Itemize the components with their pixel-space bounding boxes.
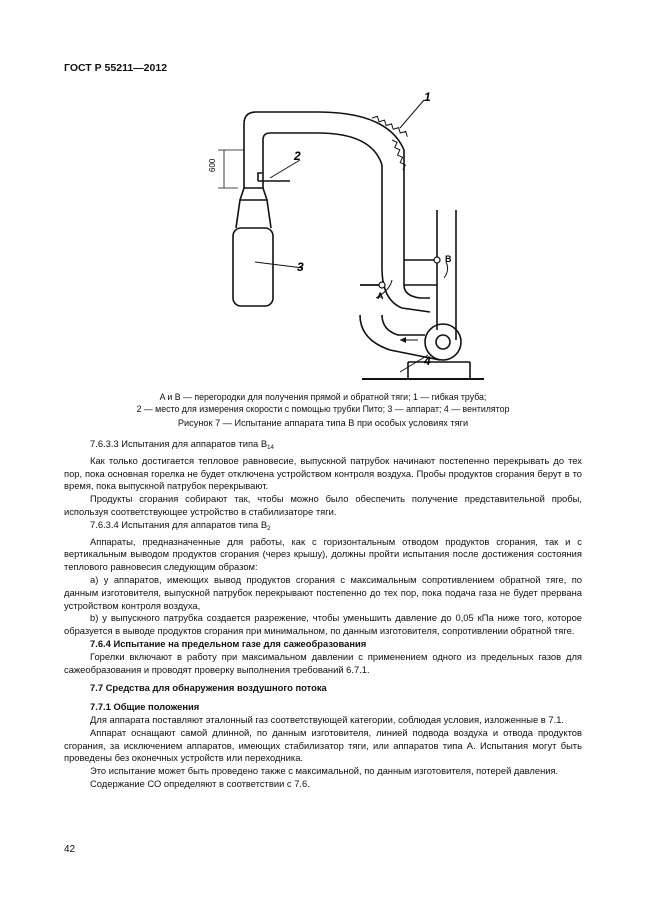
document-header: ГОСТ Р 55211—2012 [64, 62, 168, 74]
paragraph: Продукты сгорания собирают так, чтобы можно было обеспечить получение представительной пробы, используя соответствующее устройство в стабилизаторе тяги. [64, 493, 582, 517]
section-7-6-3-3-heading: 7.6.3.3 Испытания для аппаратов типа $В_{14}$ [90, 438, 274, 451]
partition-b-marker [434, 257, 440, 263]
label-3: 3 [297, 260, 304, 274]
document-body [64, 438, 582, 791]
apparatus-bottle [233, 228, 273, 306]
paragraph: Содержание СО определяют в соответствии с 7.6. [90, 777, 310, 789]
label-B: B [445, 254, 452, 264]
list-item-b: b) у выпускного патрубка создается разрежение, чтобы уменьшить давление до 0,05 кПа ниже того, которое образуется в выводе продуктов сгорания при минимальном, по данным изготовителя, сопротивлении обратной тяге. [64, 612, 582, 637]
label-4: 4 [424, 354, 431, 368]
section-7-6-3-4-heading: 7.6.3.4 Испытания для аппаратов типа $В_2$ [90, 518, 271, 532]
dimension-600-label: 600 [208, 158, 217, 172]
apparatus-neck [236, 200, 271, 228]
paragraph: Горелки включают в работу при максимальном давлении с применением одного из предельных газов для сажеобразования и проводят проверку выполнения требований 6.7.1. [64, 650, 582, 675]
label-1: 1 [424, 90, 431, 104]
section-7-7-1-heading: 7.7.1 Общие положения [90, 701, 200, 713]
partition-a-marker [379, 282, 385, 288]
paragraph: Для аппарата поставляют эталонный газ соответствующей категории, соблюдая условия, изложенные в 7.1. [90, 713, 565, 725]
list-item-a: а) у аппаратов, имеющих вывод продуктов сгорания с максимальным сопротивлением обратной тяге, по данным изготовителя, выпускной патрубок перекрывают постепенно до тех пор, пока подача газа не будет прервана устройством контроля воздуха, [64, 573, 582, 611]
paragraph: Как только достигается тепловое равновесие, выпускной патрубок начинают постепенно перекрывать до тех пор, пока основная горелка не будет отключена устройством контроля воздуха. Пробы продуктов сгорания берут в то время, пока выпускной патрубок перекрывают. [64, 454, 582, 492]
section-7-6-4-heading: 7.6.4 Испытание на предельном газе для сажеобразования [90, 637, 367, 649]
section-7-7-heading: 7.7 Средства для обнаружения воздушного потока [90, 682, 327, 694]
figure-legend-line-2: 2 — место для измерения скорости с помощью трубки Пито; 3 — аппарат; 4 — вентилятор [136, 404, 510, 414]
page-number: 42 [64, 844, 76, 855]
paragraph: Аппарат оснащают самой длинной, по данным изготовителя, линией подвода воздуха и отвода продуктов сгорания, за исключением аппаратов, имеющих стабилизатор тяги, или аппаратов типа А. Испытания могут быть проведены без оконечных устройств или переходника. [64, 726, 582, 764]
figure-legend-line-1: A и B — перегородки для получения прямой и обратной тяги; 1 — гибкая труба; [159, 392, 487, 402]
figure-7-diagram [0, 80, 646, 390]
paragraph: Аппараты, предназначенные для работы, как с горизонтальным отводом продуктов сгорания, так и с вертикальным выводом продуктов сгорания (через крышу), должны пройти испытания после достижения состояния теплового равновесия следующим образом: [64, 535, 582, 573]
label-A: A [377, 291, 384, 301]
paragraph: Это испытание может быть проведено также с максимальной, по данным изготовителя, потерей давления. [90, 765, 559, 777]
figure-title: Рисунок 7 — Испытание аппарата типа В при особых условиях тяги [177, 418, 469, 428]
label-2: 2 [294, 149, 301, 163]
